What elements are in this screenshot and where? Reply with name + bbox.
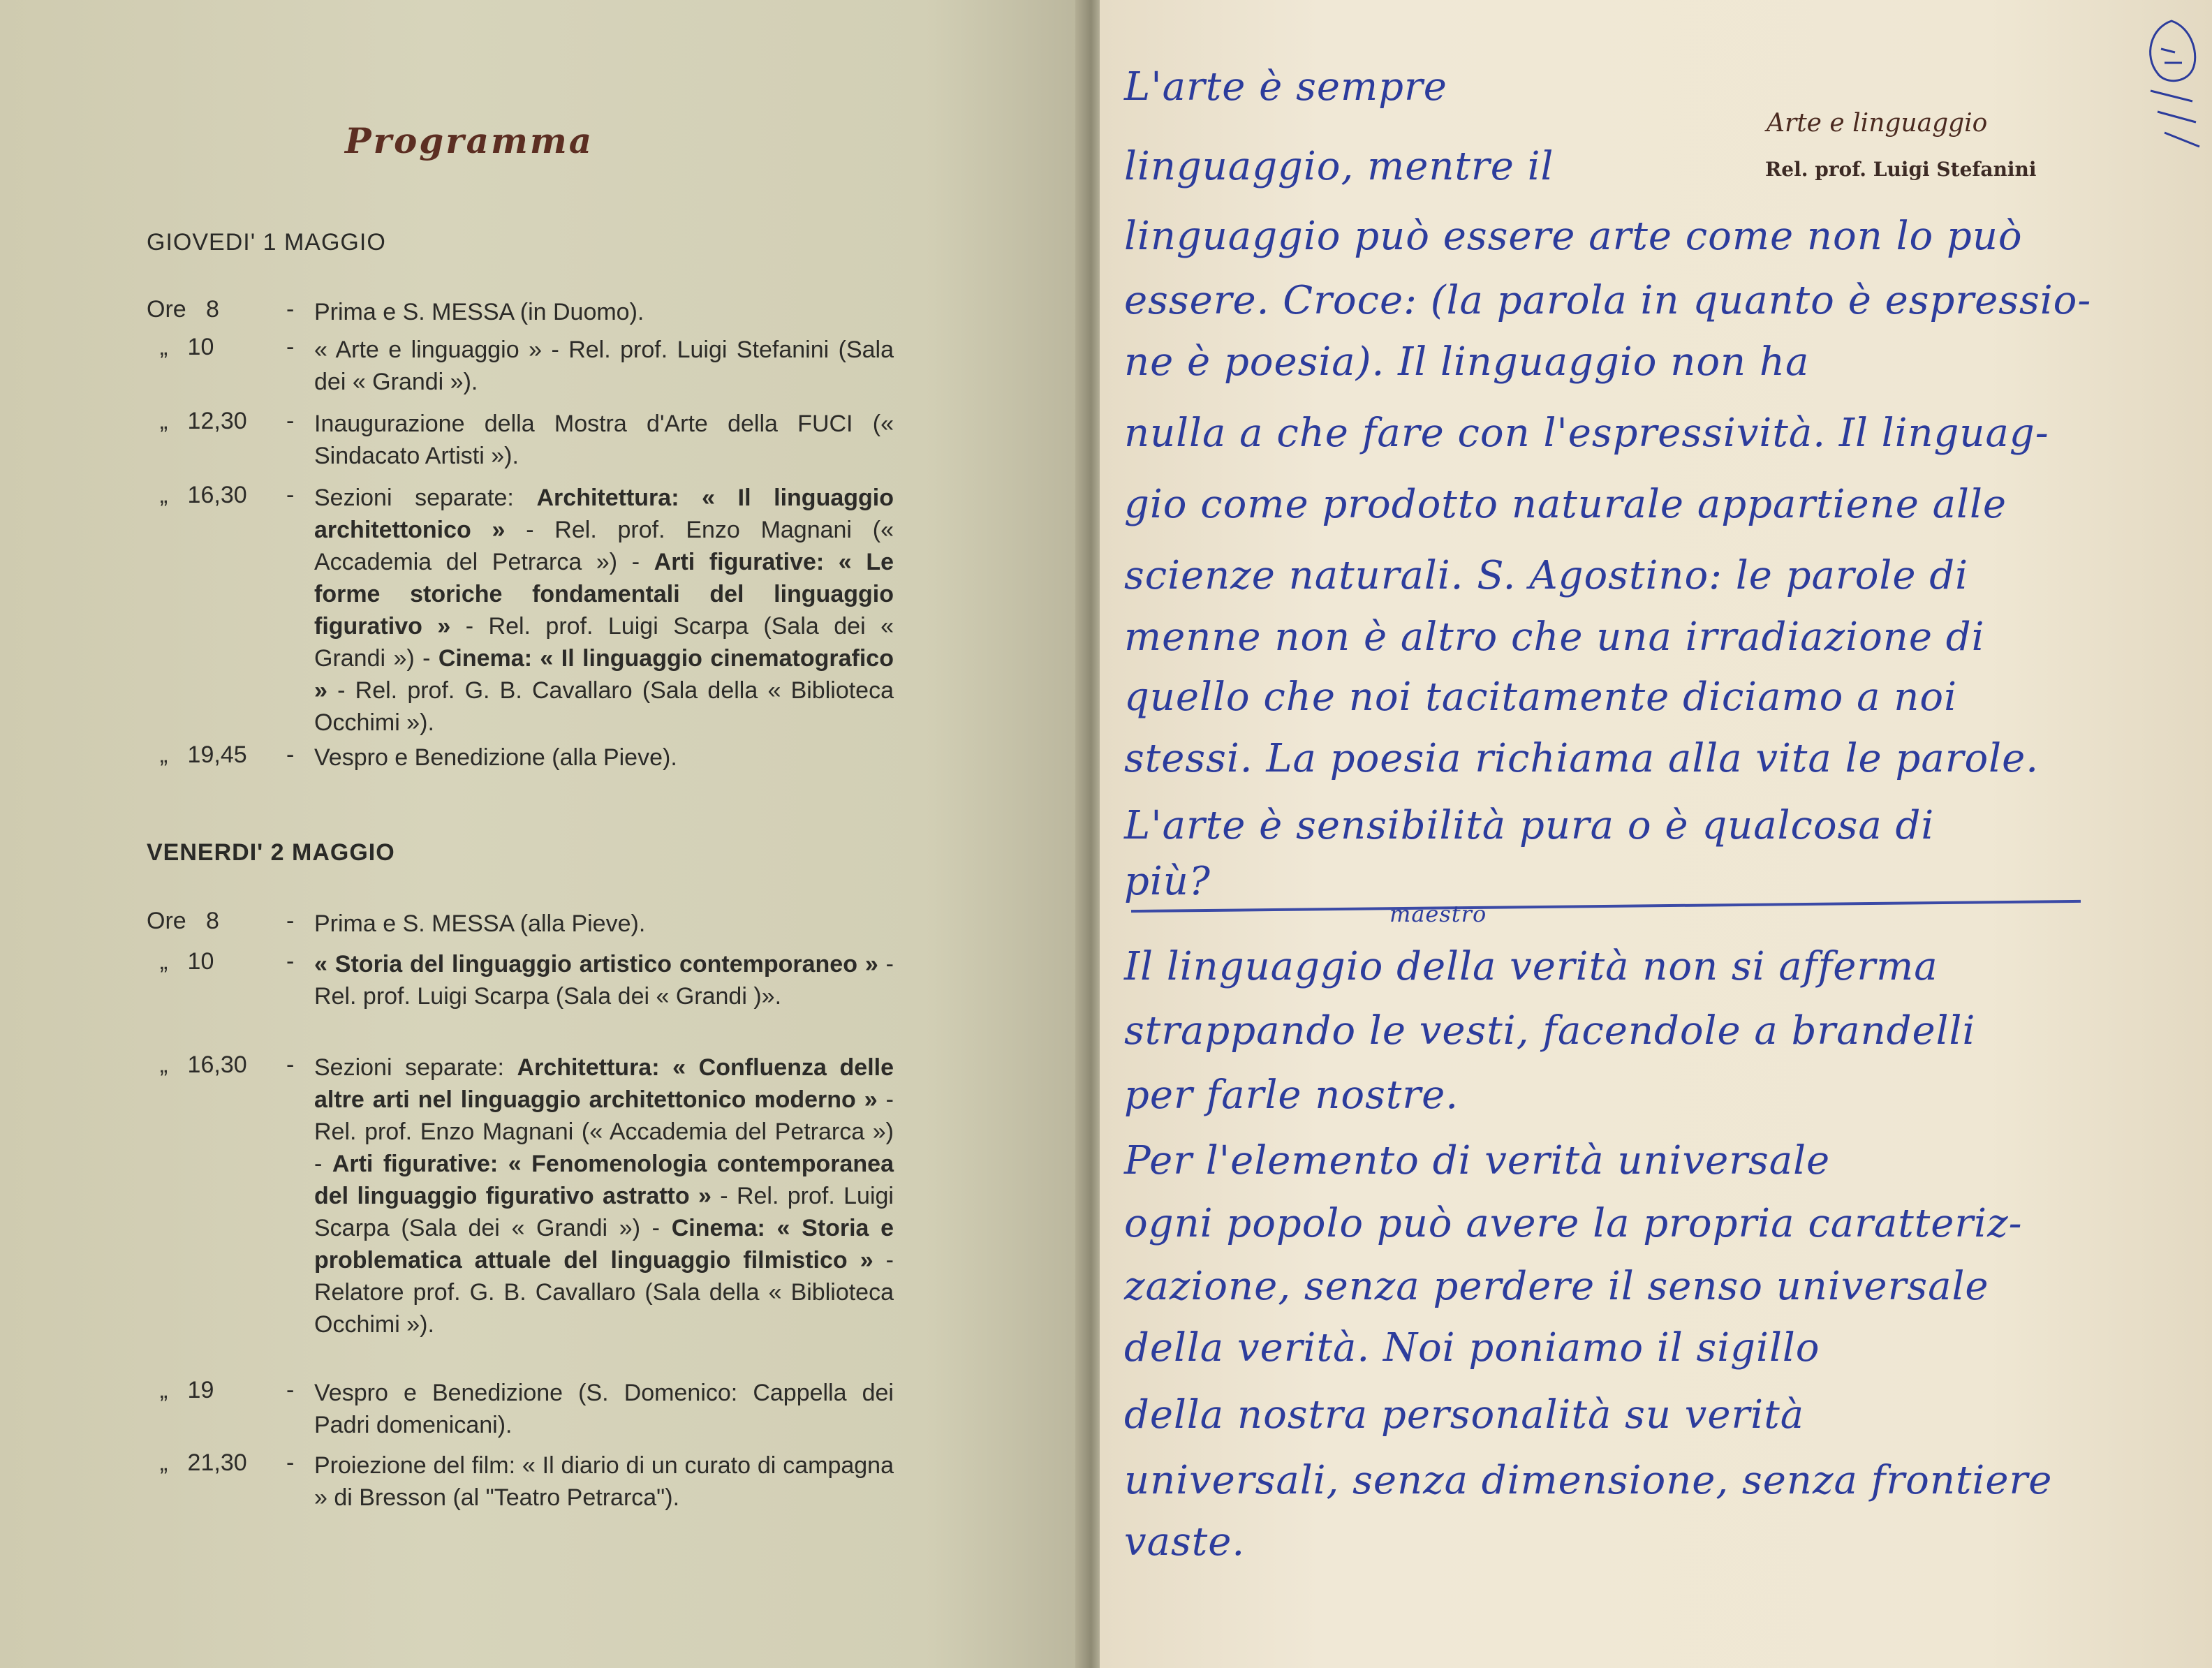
row-text-bold: Arti figurative: « Le forme storiche fondamentali del linguaggio figurativo »: [314, 549, 894, 640]
handwriting-line: della nostra personalità su verità: [1124, 1392, 1805, 1438]
handwriting-line: per farle nostre.: [1124, 1072, 1459, 1118]
lecture-title: Arte e linguaggio: [1767, 109, 1988, 138]
lecture-speaker: Rel. prof. Luigi Stefanini: [1765, 158, 2037, 181]
handwriting-line: menne non è altro che una irradiazione di: [1124, 614, 1985, 660]
row-time: „ 10: [147, 948, 214, 975]
row-time: Ore 8: [147, 296, 219, 323]
row-text: [314, 482, 894, 739]
handwriting-line: stessi. La poesia richiama alla vita le parole.: [1124, 736, 2040, 781]
handwriting-line: zazione, senza perdere il senso universale: [1124, 1264, 1989, 1309]
handwriting-line: strappando le vesti, facendole a brandelli: [1124, 1008, 1976, 1054]
row-text: Proiezione del film: « Il diario di un curato di campagna » di Bresson (al "Teatro Petrarca").: [314, 1452, 894, 1511]
row-text-part: Sezioni separate:: [314, 485, 537, 511]
left-page: [0, 0, 1089, 1668]
row-text: Prima e S. MESSA (in Duomo).: [314, 299, 644, 325]
row-time: „ 16,30: [147, 482, 247, 508]
handwriting-line: della verità. Noi poniamo il sigillo: [1124, 1325, 1820, 1371]
row-text-part: - Rel. prof. Enzo Magnani (« Accademia del Petrarca ») -: [314, 1086, 894, 1177]
row-dash: -: [286, 741, 295, 768]
handwriting-line: L'arte è sensibilità pura o è qualcosa di: [1124, 803, 1935, 848]
row-time: Ore 8: [147, 908, 219, 934]
row-dash: -: [286, 408, 295, 434]
row-dash: -: [286, 1449, 295, 1476]
handwriting-line: nulla a che fare con l'espressività. Il linguag-: [1124, 411, 2049, 456]
row-text: Prima e S. MESSA (alla Pieve).: [314, 910, 646, 937]
handwriting-line: gio come prodotto naturale appartiene alle: [1124, 482, 2007, 527]
row-text-part: - Rel. prof. Luigi Scarpa (Sala dei « Grandi )».: [314, 951, 894, 1010]
row-text-part: - Rel. prof. G. B. Cavallaro (Sala della « Biblioteca Occhimi »).: [314, 677, 894, 736]
handwriting-line: vaste.: [1124, 1519, 1246, 1565]
row-text-bold: Arti figurative: « Fenomenologia contemporanea del linguaggio figurativo astratto »: [314, 1151, 894, 1209]
row-time: „ 21,30: [147, 1449, 247, 1476]
row-text-bold: « Storia del linguaggio artistico contemporaneo »: [314, 951, 878, 977]
handwriting-line: Per l'elemento di verità universale: [1124, 1138, 1831, 1183]
row-time: „ 19,45: [147, 741, 247, 768]
row-text: Inaugurazione della Mostra d'Arte della FUCI (« Sindacato Artisti »).: [314, 411, 894, 469]
row-text-part: Sezioni separate:: [314, 1054, 517, 1081]
row-time: „ 19: [147, 1377, 214, 1403]
handwriting-line: quello che noi tacitamente diciamo a noi: [1124, 674, 1957, 720]
handwriting-line: ne è poesia). Il linguaggio non ha: [1124, 339, 1810, 385]
handwriting-line: universali, senza dimensione, senza frontiere: [1124, 1458, 2053, 1503]
row-text-part: - Rel. prof. Enzo Magnani (« Accademia del Petrarca ») -: [314, 517, 894, 575]
row-dash: -: [286, 482, 295, 508]
handwriting-line: linguaggio, mentre il: [1124, 144, 1554, 189]
row-dash: -: [286, 296, 295, 323]
row-text: [314, 948, 894, 1012]
row-text-part: - Relatore prof. G. B. Cavallaro (Sala della « Biblioteca Occhimi »).: [314, 1247, 894, 1338]
row-text-part: - Rel. prof. Luigi Scarpa (Sala dei « Grandi ») -: [314, 613, 894, 672]
row-text-bold: Cinema: « Il linguaggio cinematografico »: [314, 645, 894, 704]
row-text: [314, 1051, 894, 1341]
row-dash: -: [286, 1051, 295, 1078]
handwriting-line: più?: [1124, 859, 1211, 904]
margin-sketch-icon: [2123, 7, 2206, 175]
row-text: Vespro e Benedizione (S. Domenico: Cappella dei Padri domenicani).: [314, 1380, 894, 1438]
handwriting-line: scienze naturali. S. Agostino: le parole di: [1124, 553, 1969, 598]
row-dash: -: [286, 908, 295, 934]
row-text-bold: Architettura: « Il linguaggio architettonico »: [314, 485, 894, 543]
day1-heading: GIOVEDI' 1 MAGGIO: [147, 229, 386, 256]
row-time: „ 12,30: [147, 408, 247, 434]
handwriting-insert: maestro: [1389, 901, 1487, 927]
program-title: Programma: [345, 120, 594, 161]
handwriting-line: L'arte è sempre: [1124, 64, 1447, 110]
row-text: Vespro e Benedizione (alla Pieve).: [314, 744, 677, 771]
row-time: „ 16,30: [147, 1051, 247, 1078]
handwriting-line: essere. Croce: (la parola in quanto è espressio-: [1124, 278, 2092, 323]
row-text-bold: Architettura: « Confluenza delle altre arti nel linguaggio architettonico moderno »: [314, 1054, 894, 1113]
handwriting-line: ogni popolo può avere la propria caratteriz-: [1124, 1201, 2023, 1246]
day2-heading: VENERDI' 2 MAGGIO: [147, 839, 395, 866]
handwriting-line: linguaggio può essere arte come non lo può: [1124, 214, 2023, 259]
row-text: « Arte e linguaggio » - Rel. prof. Luigi Stefanini (Sala dei « Grandi »).: [314, 337, 894, 395]
row-text-bold: Cinema: « Storia e problematica attuale del linguaggio filmistico »: [314, 1215, 894, 1274]
row-dash: -: [286, 948, 295, 975]
row-time: „ 10: [147, 334, 214, 360]
row-dash: -: [286, 1377, 295, 1403]
handwriting-line: Il linguaggio della verità non si afferma: [1124, 944, 1938, 989]
row-text-part: - Rel. prof. Luigi Scarpa (Sala dei « Grandi ») -: [314, 1183, 894, 1241]
row-dash: -: [286, 334, 295, 360]
